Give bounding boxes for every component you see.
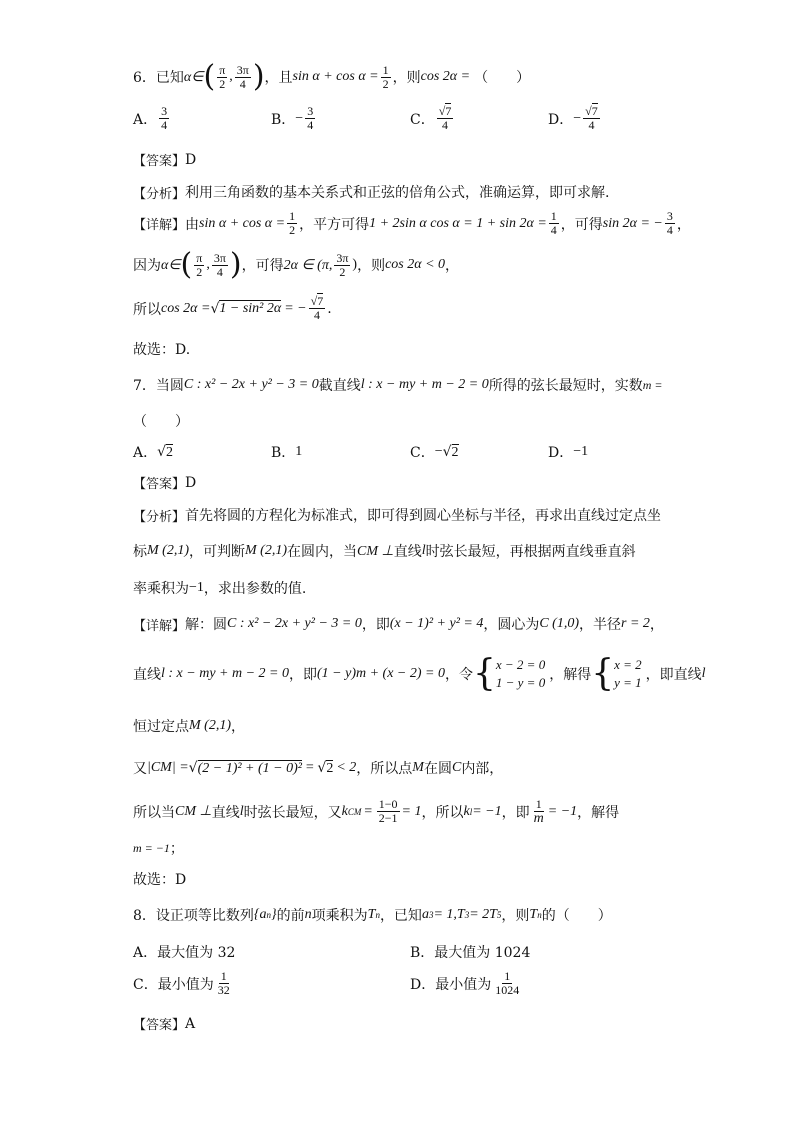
q7-detail-line5: 所以当 CM ⊥ 直线 l 时弦长最短，又 k CM = $\frac{1-0}{2-1}$ = 1 ，所以 k l = −1 ，即 $\frac{1}{m}$ = −1 ，解得 bbox=[133, 797, 620, 826]
q6-detail-line2: 因为 α∈ ( $\frac{\pi}{2}$ , $\frac{3\pi}{4}$ ) ，可得 2α ∈ (π, $\frac{3\pi}{2}$ ) ，则 cos 2α < 0 ， bbox=[133, 247, 460, 282]
q7-option-d: D． −1 bbox=[548, 444, 589, 461]
sqrt-icon: √ bbox=[442, 444, 452, 460]
q7-choose: 故选：D bbox=[133, 872, 187, 888]
q6-stem bbox=[133, 59, 531, 94]
q7-option-b: B． 1 bbox=[271, 444, 303, 461]
q6-alpha-in: α∈ bbox=[183, 69, 204, 85]
q6-cond-pre: ，且 bbox=[264, 70, 293, 86]
q6-ask-pre: ，则 bbox=[392, 70, 421, 86]
q6-3pi-over-4: $\frac{3\pi}{4}$ bbox=[236, 62, 249, 91]
q7-analysis-line1: 【分析】 首先将圆的方程化为标准式，即可得到圆心坐标与半径，再求出直线过定点坐 bbox=[133, 508, 662, 525]
q6-option-d: D． − $\frac{√7}{4}$ bbox=[548, 104, 598, 132]
sqrt-icon: √ bbox=[317, 760, 327, 776]
left-brace-icon: { bbox=[472, 653, 496, 694]
q6-option-a: A． $\frac{3}{4}$ bbox=[133, 104, 168, 132]
q7-analysis-line3: 率乘积为 −1 ，求出参数的值. bbox=[133, 580, 307, 597]
q6-option-b: B． − $\frac{3}{4}$ bbox=[271, 104, 314, 132]
q7-detail-line4: 又 |CM| = √ (2 − 1)² + (1 − 0)² = √ 2 < 2 ，所以点 M 在圆 C 内部， bbox=[133, 760, 504, 777]
q6-answer: 【答案】 D bbox=[133, 151, 197, 169]
sqrt-icon: √ bbox=[210, 300, 220, 317]
q6-number: 6．已知 bbox=[133, 70, 184, 86]
left-brace-icon: { bbox=[591, 653, 615, 694]
q8-stem: 8．设正项等比数列 {a n } 的前 n 项乘积为 T n ，已知 a 3 = 1, T 3 = 2T 5 ，则 T n 的（ ） bbox=[133, 907, 612, 924]
q7-detail-line1: 【详解】 解：圆 C : x² − 2x + y² − 3 = 0 ，即 (x − 1)² + y² = 4 ，圆心为 C (1,0) ，半径 r = 2 ， bbox=[133, 616, 664, 634]
q6-analysis: 【分析】 利用三角函数的基本关系式和正弦的倍角公式，准确运算，即可求解. bbox=[133, 185, 610, 202]
q7-stem: 7．当圆 C : x² − 2x + y² − 3 = 0 截直线 l : x − my + m − 2 = 0 所得的弦长最短时，实数 m = bbox=[133, 377, 663, 394]
q7-detail-line3: 恒过定点 M (2,1) ， bbox=[133, 718, 245, 735]
right-paren-icon: ) bbox=[252, 59, 265, 94]
q7-blank: （ ） bbox=[133, 414, 189, 430]
sqrt-icon: √ bbox=[310, 294, 318, 308]
q8-option-b: B． 最大值为 1024 bbox=[410, 945, 531, 961]
q6-comma: , bbox=[229, 69, 233, 84]
q6-option-c: C． $\frac{√7}{4}$ bbox=[410, 104, 452, 132]
q8-option-d: D． 最小值为 $\frac{1}{1024}$ bbox=[410, 969, 520, 997]
q8-option-a: A． 最大值为 32 bbox=[133, 945, 236, 961]
q8-option-c: C． 最小值为 $\frac{1}{32}$ bbox=[133, 969, 230, 997]
q7-option-c: C． − √ 2 bbox=[410, 444, 459, 461]
sqrt-icon: √ bbox=[585, 104, 592, 118]
q6-pi-over-2: $\frac{\pi}{2}$ bbox=[219, 62, 226, 91]
q7-detail-line2: 直线 l : x − my + m − 2 = 0 ，即 (1 − y)m + (x − 2) = 0 ，令 { x − 2 = 0 1 − y = 0 ，解得 { x = 2 y = 1 ，即直线 l bbox=[133, 653, 706, 694]
q6-choose: 故选：D. bbox=[133, 342, 191, 358]
q7-detail-line6: m = −1 ； bbox=[133, 840, 184, 857]
q8-answer: 【答案】 A bbox=[133, 1015, 196, 1033]
sqrt-icon: √ bbox=[438, 104, 446, 118]
q7-option-a: A． √ 2 bbox=[133, 444, 174, 461]
left-paren-icon: ( bbox=[203, 59, 216, 94]
q6-detail-line1: 【详解】 由 sin α + cos α = $\frac{1}{2}$ ，平方可得 1 + 2sin α cos α = 1 + sin 2α = $\frac{1}{4}$ ，可得 sin 2α = − $\frac{3}{4}$ ， bbox=[133, 209, 691, 237]
q6-ask: cos 2α = bbox=[420, 69, 471, 84]
q7-answer: 【答案】 D bbox=[133, 474, 197, 492]
q6-detail-line3: 所以 cos 2α = √ 1 − sin² 2α = − $\frac{√7}{4}$ . bbox=[133, 294, 332, 322]
sqrt-icon: √ bbox=[188, 760, 198, 776]
q6-blank: （ ） bbox=[474, 70, 531, 86]
q7-analysis-line2: 标 M (2,1) ，可判断 M (2,1) 在圆内，当 CM ⊥ 直线 l 时弦长最短，再根据两直线垂直斜 bbox=[133, 543, 636, 560]
q6-condition: sin α + cos α = bbox=[292, 69, 379, 84]
sqrt-icon: √ bbox=[157, 444, 167, 460]
q6-half: $\frac{1}{2}$ bbox=[382, 62, 389, 91]
